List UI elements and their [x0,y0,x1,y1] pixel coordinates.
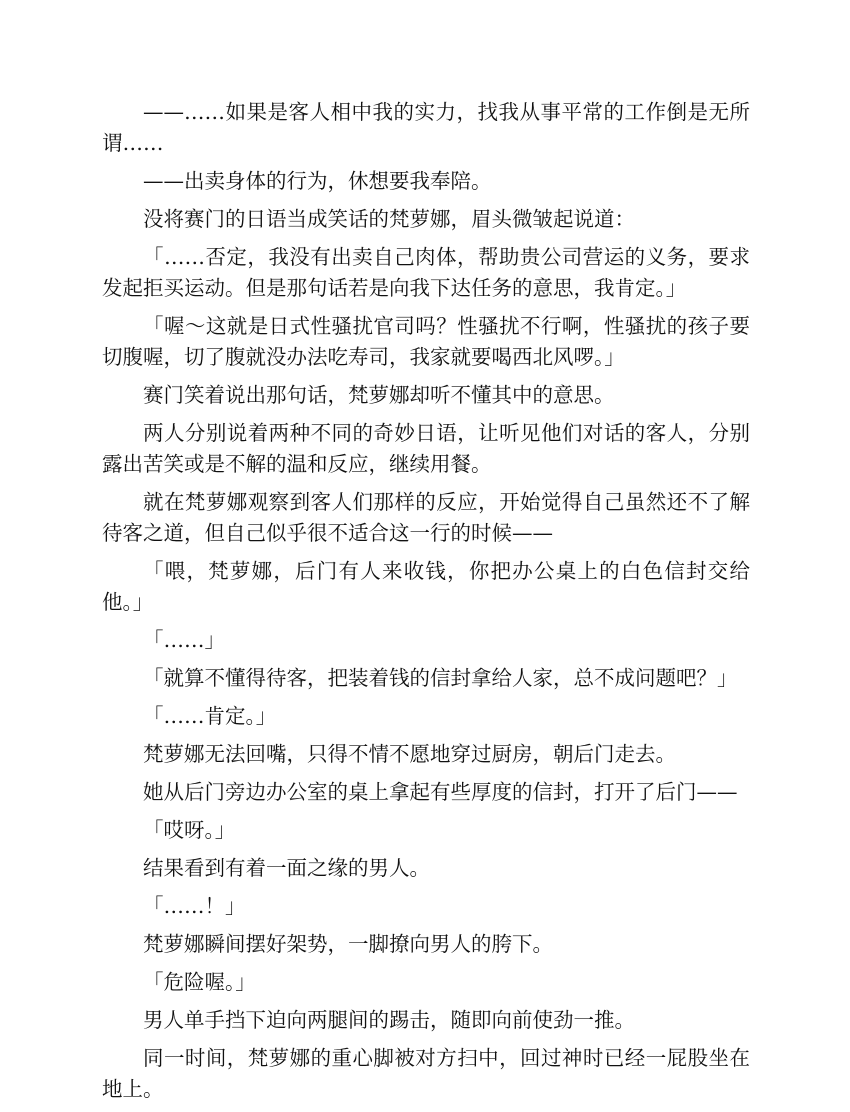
paragraph: 两人分别说着两种不同的奇妙日语，让听见他们对话的客人，分别露出苦笑或是不解的温和反应，继续用餐。 [102,421,750,476]
paragraph: ——……如果是客人相中我的实力，找我从事平常的工作倒是无所谓…… [102,100,750,155]
paragraph: 结果看到有着一面之缘的男人。 [143,856,430,880]
paragraph: 梵萝娜瞬间摆好架势，一脚撩向男人的胯下。 [143,932,553,956]
paragraph: 没将赛门的日语当成笑话的梵萝娜，眉头微皱起说道： [143,207,635,231]
paragraph: 「……！」 [143,894,246,918]
paragraph: 就在梵萝娜观察到客人们那样的反应，开始觉得自己虽然还不了解待客之道，但自己似乎很不适合这一行的时候—— [102,490,750,545]
paragraph: ——出卖身体的行为，休想要我奉陪。 [143,169,492,193]
paragraph: 赛门笑着说出那句话，梵萝娜却听不懂其中的意思。 [143,383,615,407]
paragraph: 「哎呀。」 [143,818,236,842]
paragraph: 「……肯定。」 [143,704,277,728]
paragraph: 同一时间，梵萝娜的重心脚被对方扫中，回过神时已经一屁股坐在地上。 [102,1046,750,1101]
paragraph: 她从后门旁边办公室的桌上拿起有些厚度的信封，打开了后门—— [143,780,738,804]
paragraph: 「……否定，我没有出卖自己肉体，帮助贵公司营运的义务，要求发起拒买运动。但是那句话若是向我下达任务的意思，我肯定。」 [102,245,750,300]
document-page [102,97,750,1112]
paragraph: 「就算不懂得待客，把装着钱的信封拿给人家，总不成问题吧？」 [143,666,738,690]
paragraph: 「危险喔。」 [143,970,256,994]
paragraph: 男人单手挡下迫向两腿间的踢击，随即向前使劲一推。 [143,1008,635,1032]
paragraph: 「……」 [143,628,225,652]
paragraph: 「喔～这就是日式性骚扰官司吗？性骚扰不行啊，性骚扰的孩子要切腹喔，切了腹就没办法吃寿司，我家就要喝西北风啰。」 [102,314,750,369]
paragraph: 「喂，梵萝娜，后门有人来收钱，你把办公桌上的白色信封交给他。」 [102,559,750,614]
paragraph: 梵萝娜无法回嘴，只得不情不愿地穿过厨房，朝后门走去。 [143,742,676,766]
